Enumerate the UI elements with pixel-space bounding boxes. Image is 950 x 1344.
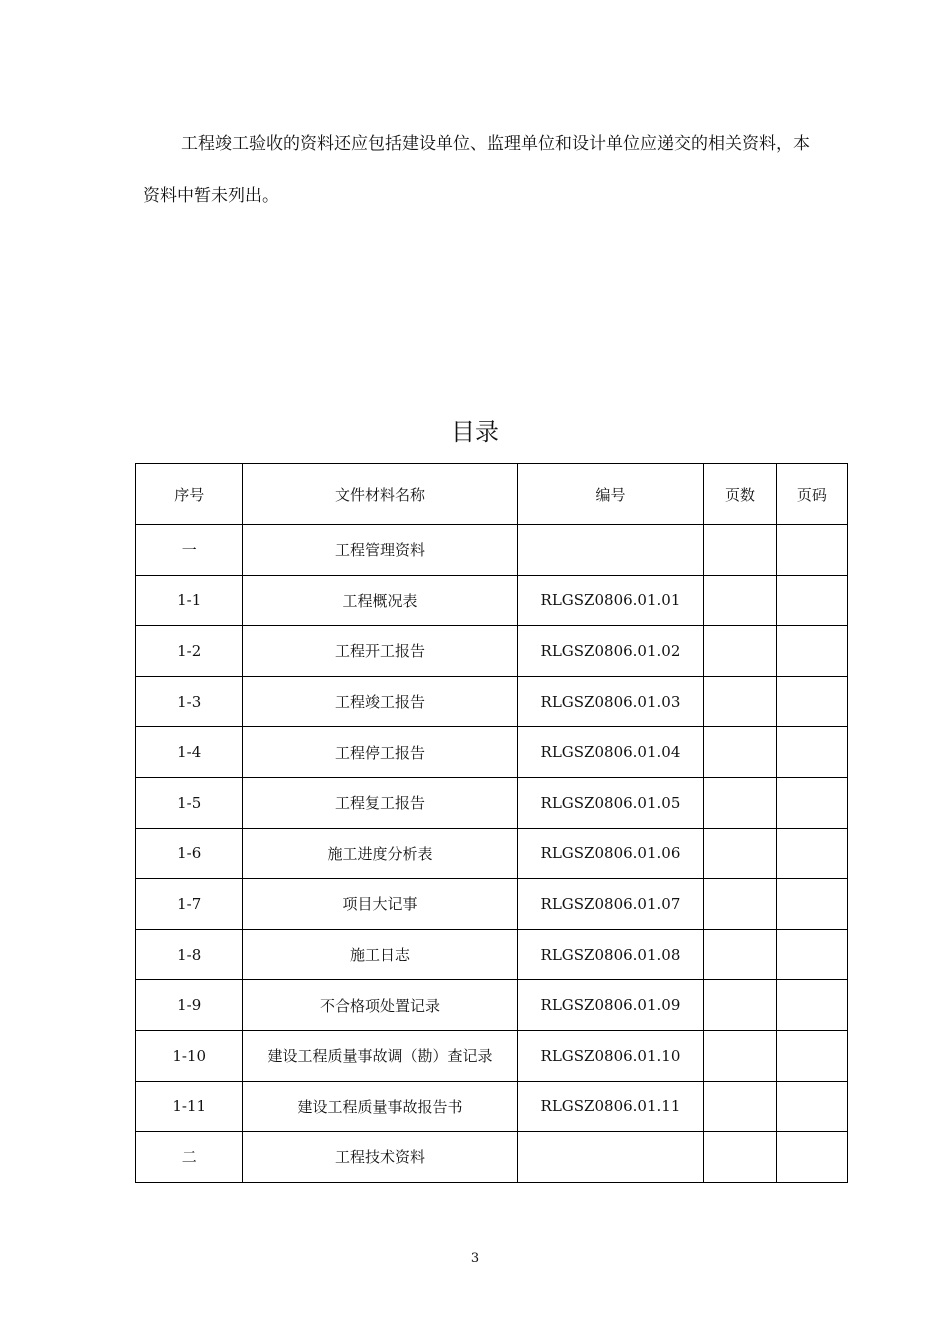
cell-name: 工程技术资料 xyxy=(243,1132,517,1183)
cell-name: 建设工程质量事故报告书 xyxy=(243,1081,517,1132)
cell-seq: 1-9 xyxy=(136,980,243,1031)
cell-page-no xyxy=(776,777,847,828)
cell-page-no xyxy=(776,676,847,727)
cell-seq: 1-5 xyxy=(136,777,243,828)
cell-seq: 1-3 xyxy=(136,676,243,727)
cell-seq: 二 xyxy=(136,1132,243,1183)
cell-pages xyxy=(704,777,776,828)
cell-page-no xyxy=(776,828,847,879)
cell-code: RLGSZ0806.01.07 xyxy=(517,879,704,930)
toc-header-row xyxy=(136,464,848,525)
cell-seq: 1-7 xyxy=(136,879,243,930)
page-number: 3 xyxy=(470,1251,480,1266)
cell-pages xyxy=(704,1132,776,1183)
cell-seq: 1-4 xyxy=(136,727,243,778)
table-row xyxy=(136,575,848,626)
cell-pages xyxy=(704,626,776,677)
cell-pages xyxy=(704,1030,776,1081)
toc-title: 目录 xyxy=(451,418,499,446)
cell-seq: 1-6 xyxy=(136,828,243,879)
cell-code: RLGSZ0806.01.05 xyxy=(517,777,704,828)
cell-name: 项目大记事 xyxy=(243,879,517,930)
cell-pages xyxy=(704,575,776,626)
table-row xyxy=(136,626,848,677)
table-row xyxy=(136,929,848,980)
header-pages: 页数 xyxy=(704,464,776,525)
header-name: 文件材料名称 xyxy=(243,464,517,525)
cell-pages xyxy=(704,676,776,727)
cell-name: 施工进度分析表 xyxy=(243,828,517,879)
cell-name: 建设工程质量事故调（勘）查记录 xyxy=(243,1030,517,1081)
cell-pages xyxy=(704,1081,776,1132)
cell-page-no xyxy=(776,879,847,930)
table-row xyxy=(136,1081,848,1132)
intro-paragraph: 工程竣工验收的资料还应包括建设单位、监理单位和设计单位应递交的相关资料，本资料中暂未列出。 xyxy=(143,134,810,206)
cell-page-no xyxy=(776,929,847,980)
cell-page-no xyxy=(776,1030,847,1081)
cell-code: RLGSZ0806.01.11 xyxy=(517,1081,704,1132)
cell-seq: 1-2 xyxy=(136,626,243,677)
cell-name: 工程停工报告 xyxy=(243,727,517,778)
cell-name: 工程复工报告 xyxy=(243,777,517,828)
cell-name: 工程开工报告 xyxy=(243,626,517,677)
cell-code: RLGSZ0806.01.10 xyxy=(517,1030,704,1081)
cell-page-no xyxy=(776,626,847,677)
cell-pages xyxy=(704,929,776,980)
cell-code xyxy=(517,525,704,576)
table-row xyxy=(136,676,848,727)
table-row xyxy=(136,1030,848,1081)
cell-name: 不合格项处置记录 xyxy=(243,980,517,1031)
cell-seq: 1-10 xyxy=(136,1030,243,1081)
cell-pages xyxy=(704,980,776,1031)
cell-code: RLGSZ0806.01.03 xyxy=(517,676,704,727)
cell-seq: 1-1 xyxy=(136,575,243,626)
cell-pages xyxy=(704,879,776,930)
cell-name: 工程概况表 xyxy=(243,575,517,626)
table-row xyxy=(136,828,848,879)
cell-code: RLGSZ0806.01.08 xyxy=(517,929,704,980)
cell-page-no xyxy=(776,525,847,576)
toc-table xyxy=(135,463,848,1183)
cell-code: RLGSZ0806.01.09 xyxy=(517,980,704,1031)
header-seq: 序号 xyxy=(136,464,243,525)
cell-page-no xyxy=(776,727,847,778)
header-page-no: 页码 xyxy=(776,464,847,525)
table-row xyxy=(136,727,848,778)
table-row xyxy=(136,879,848,930)
cell-page-no xyxy=(776,1081,847,1132)
cell-code xyxy=(517,1132,704,1183)
cell-name: 工程竣工报告 xyxy=(243,676,517,727)
cell-seq: 1-8 xyxy=(136,929,243,980)
cell-pages xyxy=(704,727,776,778)
table-row xyxy=(136,1132,848,1183)
cell-name: 工程管理资料 xyxy=(243,525,517,576)
table-row xyxy=(136,777,848,828)
cell-code: RLGSZ0806.01.02 xyxy=(517,626,704,677)
cell-code: RLGSZ0806.01.01 xyxy=(517,575,704,626)
cell-code: RLGSZ0806.01.04 xyxy=(517,727,704,778)
cell-seq: 一 xyxy=(136,525,243,576)
cell-seq: 1-11 xyxy=(136,1081,243,1132)
header-code: 编号 xyxy=(517,464,704,525)
cell-pages xyxy=(704,828,776,879)
cell-page-no xyxy=(776,980,847,1031)
cell-page-no xyxy=(776,1132,847,1183)
table-row xyxy=(136,980,848,1031)
table-row xyxy=(136,525,848,576)
cell-code: RLGSZ0806.01.06 xyxy=(517,828,704,879)
cell-page-no xyxy=(776,575,847,626)
cell-pages xyxy=(704,525,776,576)
cell-name: 施工日志 xyxy=(243,929,517,980)
